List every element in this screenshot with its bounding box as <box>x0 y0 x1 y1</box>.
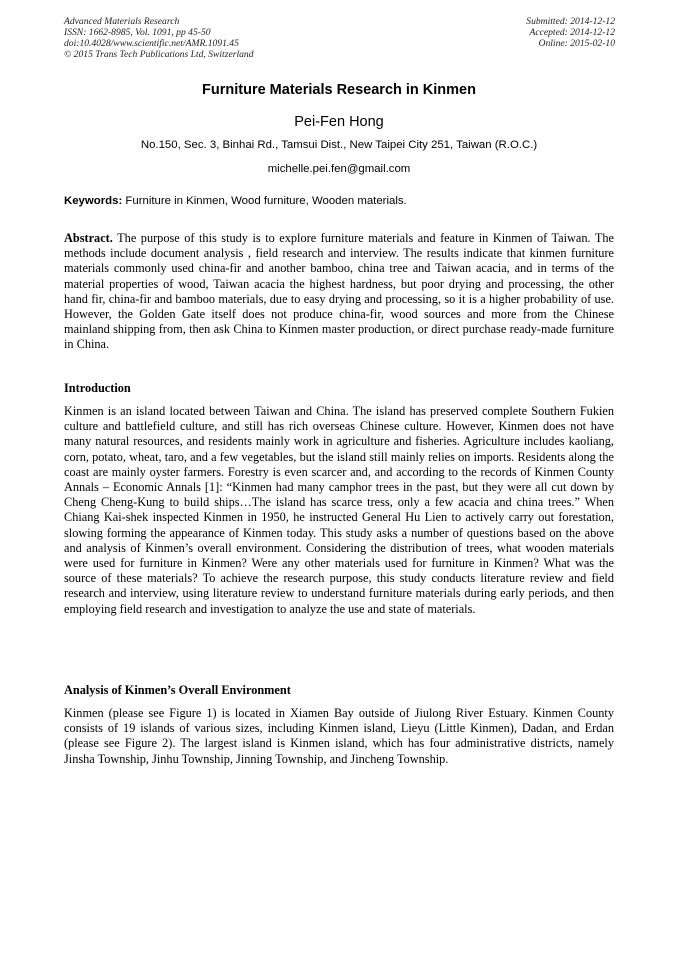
submitted-date: Submitted: 2014-12-12 <box>526 16 615 27</box>
keywords-text: Furniture in Kinmen, Wood furniture, Wooden materials. <box>125 195 407 207</box>
paper-title: Furniture Materials Research in Kinmen <box>202 82 476 98</box>
journal-header-right <box>526 16 615 49</box>
accepted-date: Accepted: 2014-12-12 <box>529 27 615 38</box>
author-affiliation: No.150, Sec. 3, Binhai Rd., Tamsui Dist., New Taipei City 251, Taiwan (R.O.C.) <box>140 139 538 151</box>
abstract-paragraph <box>64 231 614 353</box>
analysis-heading: Analysis of Kinmen’s Overall Environment <box>64 683 291 697</box>
introduction-paragraph: Kinmen is an island located between Taiwan and China. The island has preserved complete Southern Fukien culture and battlefield culture, and still has rich overseas Chinese culture. However, Kinmen does not have many natural resources, and residents mainly work in agriculture and fisheries. Agriculture includes kaoliang, corn, potato, wheat, taro, and a few vegetables, but the island still mainly relies on imports. Residents along the coast are mainly oyster farmers. Forestry is even scarcer and, and according to the records of Kinmen County Annals – Economic Annals [1]: “Kinmen had many camphor trees in the past, but they were all cut down by Cheng Cheng-Kung to build ships…The island has scarce tress, only a few acacia and china trees.” When Chiang Kai-shek inspected Kinmen in 1950, he instructed General Hu Lien to actively carry out forestation, slowing forming the appearance of Kinmen today. This study asks a number of questions based on the above and analysis of Kinmen’s overall environment. Considering the distribution of trees, what wooden materials were used for furniture in Kinmen? Were any other materials used for furniture in Kinmen? What was the source of these materials? To achieve the research purpose, this study conducts literature review and field research and interview, using literature review to understand furniture materials during early periods, and then employing field research and investigation to analyze the use and state of materials. <box>64 404 614 616</box>
keywords-label: Keywords: <box>64 195 123 207</box>
abstract-text: The purpose of this study is to explore furniture materials and feature in Kinmen of Taiwan. The methods include document analysis , field research and interview. The results indicate that kinmen furniture materials commonly used china-fir and another bamboo, china tree and Taiwan acacia, and in terms of the material properties of wood, Taiwan acacia the highest hardness, but poor drying and processing, the other hand fir, china-fir and bamboo materials, due to easy drying and processing, so it is a higher probability of use. However, the Golden Gate itself does not produce china-fir, wood sources and more from the Chinese mainland shipping from, then ask China to Kinmen master production, or direct purchase ready-made furniture in China. <box>64 231 614 352</box>
introduction-heading: Introduction <box>64 381 131 395</box>
abstract-label: Abstract. <box>64 231 113 245</box>
analysis-paragraph: Kinmen (please see Figure 1) is located in Xiamen Bay outside of Jiulong River Estuary. Kinmen County consists of 19 islands of various sizes, including Kinmen island, Lieyu (Little Kinmen), Dadan, and Erdan (please see Figure 2). The largest island is Kinmen island, which has four administrative districts, namely Jinsha Township, Jinhu Township, Jinning Township, and Jincheng Township. <box>64 706 614 766</box>
copyright-line: © 2015 Trans Tech Publications Ltd, Switzerland <box>64 49 254 60</box>
issn-line: ISSN: 1662-8985, Vol. 1091, pp 45-50 <box>64 27 211 38</box>
online-date: Online: 2015-02-10 <box>538 38 615 49</box>
journal-name: Advanced Materials Research <box>64 16 180 27</box>
author-name: Pei-Fen Hong <box>294 114 384 130</box>
keywords-line <box>64 195 614 207</box>
doi-line[interactable]: doi:10.4028/www.scientific.net/AMR.1091.45 <box>64 38 239 49</box>
author-email[interactable]: michelle.pei.fen@gmail.com <box>267 163 411 175</box>
journal-header-left <box>64 16 254 60</box>
